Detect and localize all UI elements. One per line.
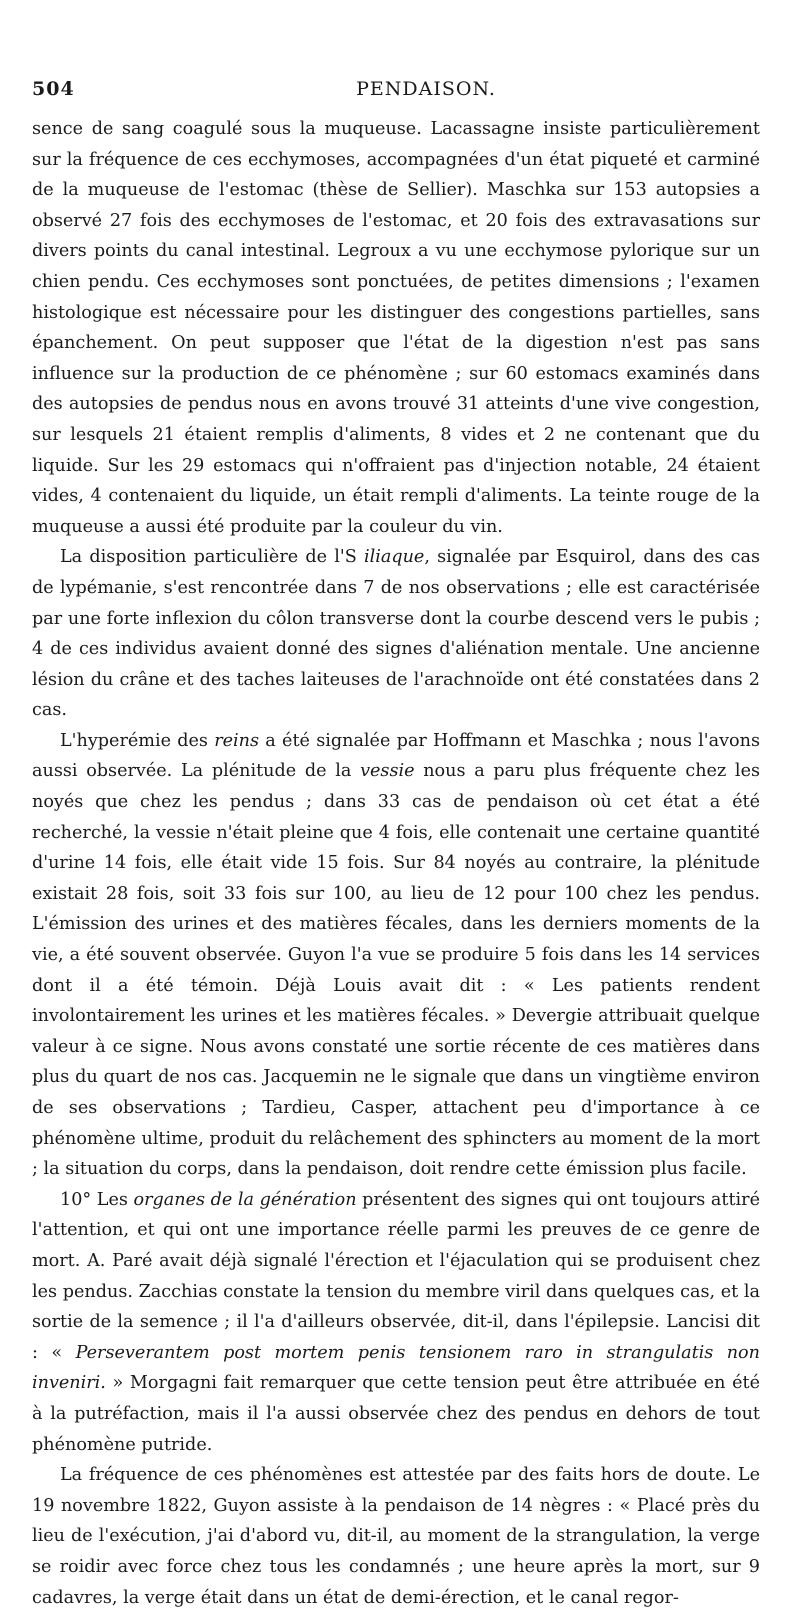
italic-term: reins (214, 730, 260, 751)
latin-quotation: Perseverantem post mortem penis tensionem raro in strangulatis non inveniri. (32, 1342, 760, 1394)
paragraph-text: La disposition particulière de l'S (60, 547, 364, 568)
body-text (32, 114, 760, 1613)
paragraph-text: sence de sang coagulé sous la muqueuse. Lacassagne insiste particulièrement sur la fréquence de ces ecchymoses, accompagnées d'un état piqueté et carminé de la muqueuse de l'estomac (thèse de Sellier). Maschka sur 153 autopsies a observé 27 fois des ecchymoses de l'estomac, et 20 fois des extravasations sur divers points du canal intestinal. Legroux a vu une ecchymose pylorique sur un chien pendu. Ces ecchymoses sont ponctuées, de petites dimensions ; l'examen histologique est nécessaire pour les distinguer des congestions partielles, sans épanchement. On peut supposer que l'état de la digestion n'est pas sans influence sur la production de ce phénomène ; sur 60 estomacs examinés dans des autopsies de pendus nous en avons trouvé 31 atteints d'une vive congestion, sur lesquels 21 étaient remplis d'aliments, 8 vides et 2 ne contenant que du liquide. Sur les 29 estomacs qui n'offraient pas d'injection notable, 24 étaient vides, 4 contenaient du liquide, un était rempli d'aliments. La teinte rouge de la muqueuse a aussi été produite par la couleur du vin. (32, 119, 760, 537)
paragraph-text: L'hyperémie des (60, 730, 215, 751)
running-header (32, 78, 760, 114)
italic-term: organes de la génération (133, 1189, 357, 1210)
paragraph-text: présentent des signes qui ont toujours attiré l'attention, et qui ont une importance réelle parmi les preuves de ce genre de mort. A. Paré avait déjà signalé l'érection et l'éjaculation qui se produisent chez les pendus. Zacchias constate la tension du membre viril dans quelques cas, et la sortie de la semence ; il l'a d'ailleurs observée, dit-il, dans l'épilepsie. Lancisi dit : « (32, 1189, 760, 1363)
paragraph-text: La fréquence de ces phénomènes est attestée par des faits hors de doute. Le 19 novembre 1822, Guyon assiste à la pendaison de 14 nègres : « Placé près du lieu de l'exécution, j'ai d'abord vu, dit-il, au moment de la strangulation, la verge se roidir avec force chez tous les condamnés ; une heure après la mort, sur 9 cadavres, la verge était dans un état de demi-érection, et le canal regor- (32, 1465, 760, 1608)
italic-term: iliaque (363, 547, 425, 568)
italic-term: vessie (360, 761, 415, 782)
page-number: 504 (32, 78, 75, 100)
paragraph-text: , signalée par Esquirol, dans des cas de lypémanie, s'est rencontrée dans 7 de nos observations ; elle est caractérisée par une forte inflexion du côlon transverse dont la courbe descend vers le pubis ; 4 de ces individus avaient donné des signes d'aliénation mentale. Une ancienne lésion du crâne et des taches laiteuses de l'arachnoïde ont été constatées dans 2 cas. (32, 547, 760, 721)
paragraph (32, 1185, 760, 1460)
paragraph (32, 1460, 760, 1613)
running-title: PENDAISON. (356, 78, 496, 100)
paragraph (32, 542, 760, 726)
paragraph-text: » Morgagni fait remarquer que cette tension peut être attribuée en été à la putréfaction, mais il l'a aussi observée chez des pendus en dehors de tout phénomène putride. (32, 1373, 760, 1455)
paragraph (32, 726, 760, 1185)
paragraph-text: a été signalée par Hoffmann et Maschka ; nous l'avons aussi observée. La plénitude de la (32, 730, 760, 782)
paragraph-text: nous a paru plus fréquente chez les noyés que chez les pendus ; dans 33 cas de pendaison où cet état a été recherché, la vessie n'était pleine que 4 fois, elle contenait une certaine quantité d'urine 14 fois, elle était vide 15 fois. Sur 84 noyés au contraire, la plénitude existait 28 fois, soit 33 fois sur 100, au lieu de 12 pour 100 chez les pendus. L'émission des urines et des matières fécales, dans les derniers moments de la vie, a été souvent observée. Guyon l'a vue se produire 5 fois dans les 14 services dont il a été témoin. Déjà Louis avait dit : « Les patients rendent involontairement les urines et les matières fécales. » Devergie attribuait quelque valeur à ce signe. Nous avons constaté une sortie récente de ces matières dans plus du quart de nos cas. Jacquemin ne le signale que dans un vingtième environ de ses observations ; Tardieu, Casper, attachent peu d'importance à ce phénomène ultime, produit du relâchement des sphincters au moment de la mort ; la situation du corps, dans la pendaison, doit rendre cette émission plus facile. (32, 761, 761, 1180)
paragraph-text: 10° Les (60, 1189, 134, 1210)
paragraph (32, 114, 760, 542)
